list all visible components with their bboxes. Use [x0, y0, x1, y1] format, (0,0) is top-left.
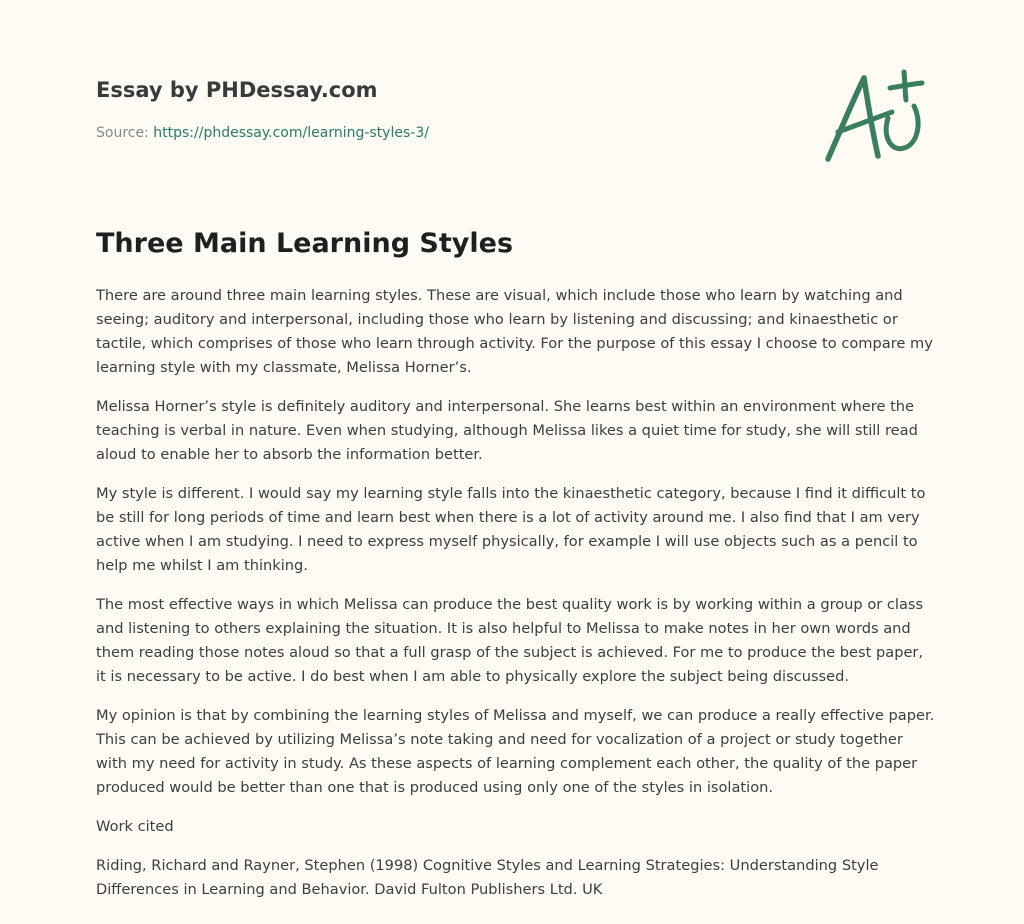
- essay-paragraph: My style is different. I would say my learning style falls into the kinaesthetic category, because I find it difficult to be still for long periods of time and learn best when there is a lot of activity around me. I also find that I am very active when I am studying. I need to express myself physically, for example I will use objects such as a pencil to help me whilst I am thinking.: [96, 485, 926, 574]
- source-line: [96, 123, 796, 143]
- essay-body: [96, 284, 936, 917]
- essay-paragraph: There are around three main learning styles. These are visual, which include those who learn by watching and seeing; auditory and interpersonal, including those who learn by listening and discussing; and kinaesthetic or tactile, which comprises of those who learn through activity. For the purpose of this essay I choose to compare my learning style with my classmate, Melissa Horner’s.: [96, 287, 933, 376]
- essay-header: [96, 74, 796, 143]
- citation: Riding, Richard and Rayner, Stephen (1998) Cognitive Styles and Learning Strategies: Understanding Style Differences in Learning and Behavior. David Fulton Publishers Ltd. UK: [96, 857, 879, 898]
- source-link[interactable]: https://phdessay.com/learning-styles-3/: [153, 125, 429, 141]
- brand-title: Essay by PHDessay.com: [96, 78, 378, 102]
- essay-title: Three Main Learning Styles: [96, 228, 514, 259]
- a-plus-grade-icon: [818, 64, 930, 168]
- works-cited-heading: Work cited: [96, 818, 174, 835]
- essay-paragraph: Melissa Horner’s style is definitely auditory and interpersonal. She learns best within an environment where the teaching is verbal in nature. Even when studying, although Melissa likes a quiet time for study, she will still read aloud to enable her to absorb the information better.: [96, 398, 918, 463]
- source-label: Source:: [96, 125, 154, 141]
- essay-paragraph: The most effective ways in which Melissa can produce the best quality work is by working within a group or class and listening to others explaining the situation. It is also helpful to Melissa to make notes in her own words and them reading those notes aloud so that a full grasp of the subject is achieved. For me to produce the best paper, it is necessary to be active. I do best when I am able to physically explore the subject being discussed.: [96, 596, 924, 685]
- essay-paragraph: My opinion is that by combining the learning styles of Melissa and myself, we can produce a really effective paper. This can be achieved by utilizing Melissa’s note taking and need for vocalization of a project or study together with my need for activity in study. As these aspects of learning complement each other, the quality of the paper produced would be better than one that is produced using only one of the styles in isolation.: [96, 707, 935, 796]
